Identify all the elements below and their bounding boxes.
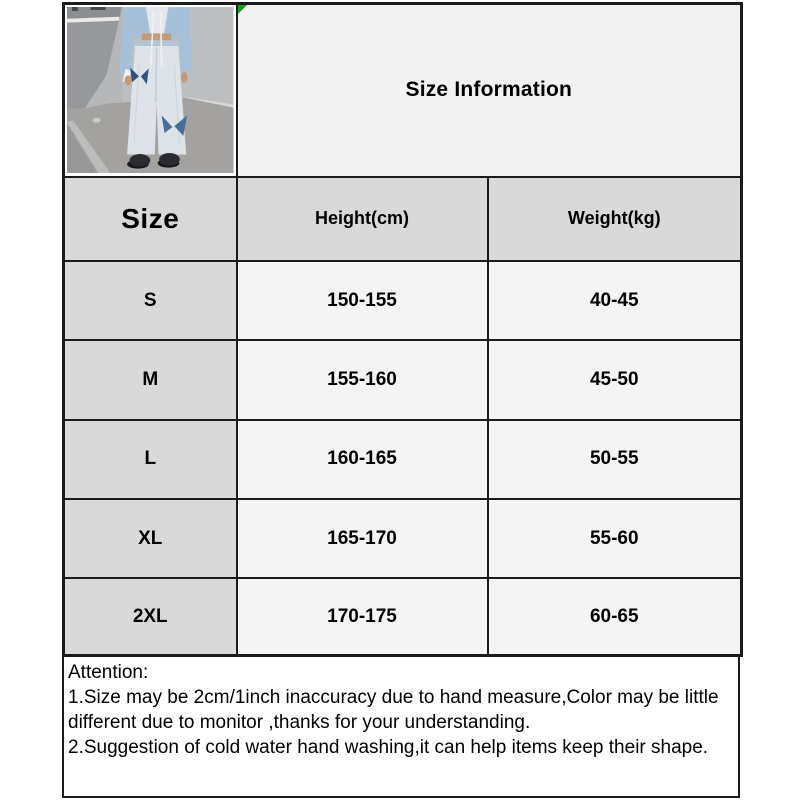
title-cell xyxy=(237,4,742,177)
attention-line: different due to monitor ,thanks for your understanding. xyxy=(68,712,531,733)
weight-cell: 60-65 xyxy=(488,578,742,655)
green-corner-marker-icon xyxy=(238,5,247,14)
photo-title-row xyxy=(64,4,742,177)
sheet-content xyxy=(62,2,740,798)
attention-box xyxy=(62,655,740,798)
weight-cell: 40-45 xyxy=(488,261,742,340)
table-row-l xyxy=(64,420,742,499)
attention-line: 1.Size may be 2cm/1inch inaccuracy due to hand measure,Color may be little xyxy=(68,687,719,708)
table-row-xl xyxy=(64,499,742,578)
header-cell-size: Size xyxy=(64,177,237,261)
height-cell: 170-175 xyxy=(237,578,488,655)
header-cell-height: Height(cm) xyxy=(237,177,488,261)
table-row-2xl xyxy=(64,578,742,655)
weight-cell: 45-50 xyxy=(488,340,742,419)
size-cell: XL xyxy=(64,499,237,578)
header-cell-weight: Weight(kg) xyxy=(488,177,742,261)
height-cell: 165-170 xyxy=(237,499,488,578)
height-cell: 150-155 xyxy=(237,261,488,340)
table-row-m xyxy=(64,340,742,419)
product-photo xyxy=(67,7,234,173)
height-cell: 160-165 xyxy=(237,420,488,499)
attention-heading: Attention: xyxy=(68,662,149,683)
size-cell: 2XL xyxy=(64,578,237,655)
table-row-s xyxy=(64,261,742,340)
jeans-photo-illustration xyxy=(67,7,234,173)
attention-line: 2.Suggestion of cold water hand washing,it can help items keep their shape. xyxy=(68,737,709,758)
header-row xyxy=(64,177,742,261)
product-photo-cell xyxy=(64,4,237,177)
height-cell: 155-160 xyxy=(237,340,488,419)
size-cell: L xyxy=(64,420,237,499)
size-cell: M xyxy=(64,340,237,419)
size-table xyxy=(62,2,743,657)
size-cell: S xyxy=(64,261,237,340)
weight-cell: 55-60 xyxy=(488,499,742,578)
page-title: Size Information xyxy=(405,78,573,102)
weight-cell: 50-55 xyxy=(488,420,742,499)
